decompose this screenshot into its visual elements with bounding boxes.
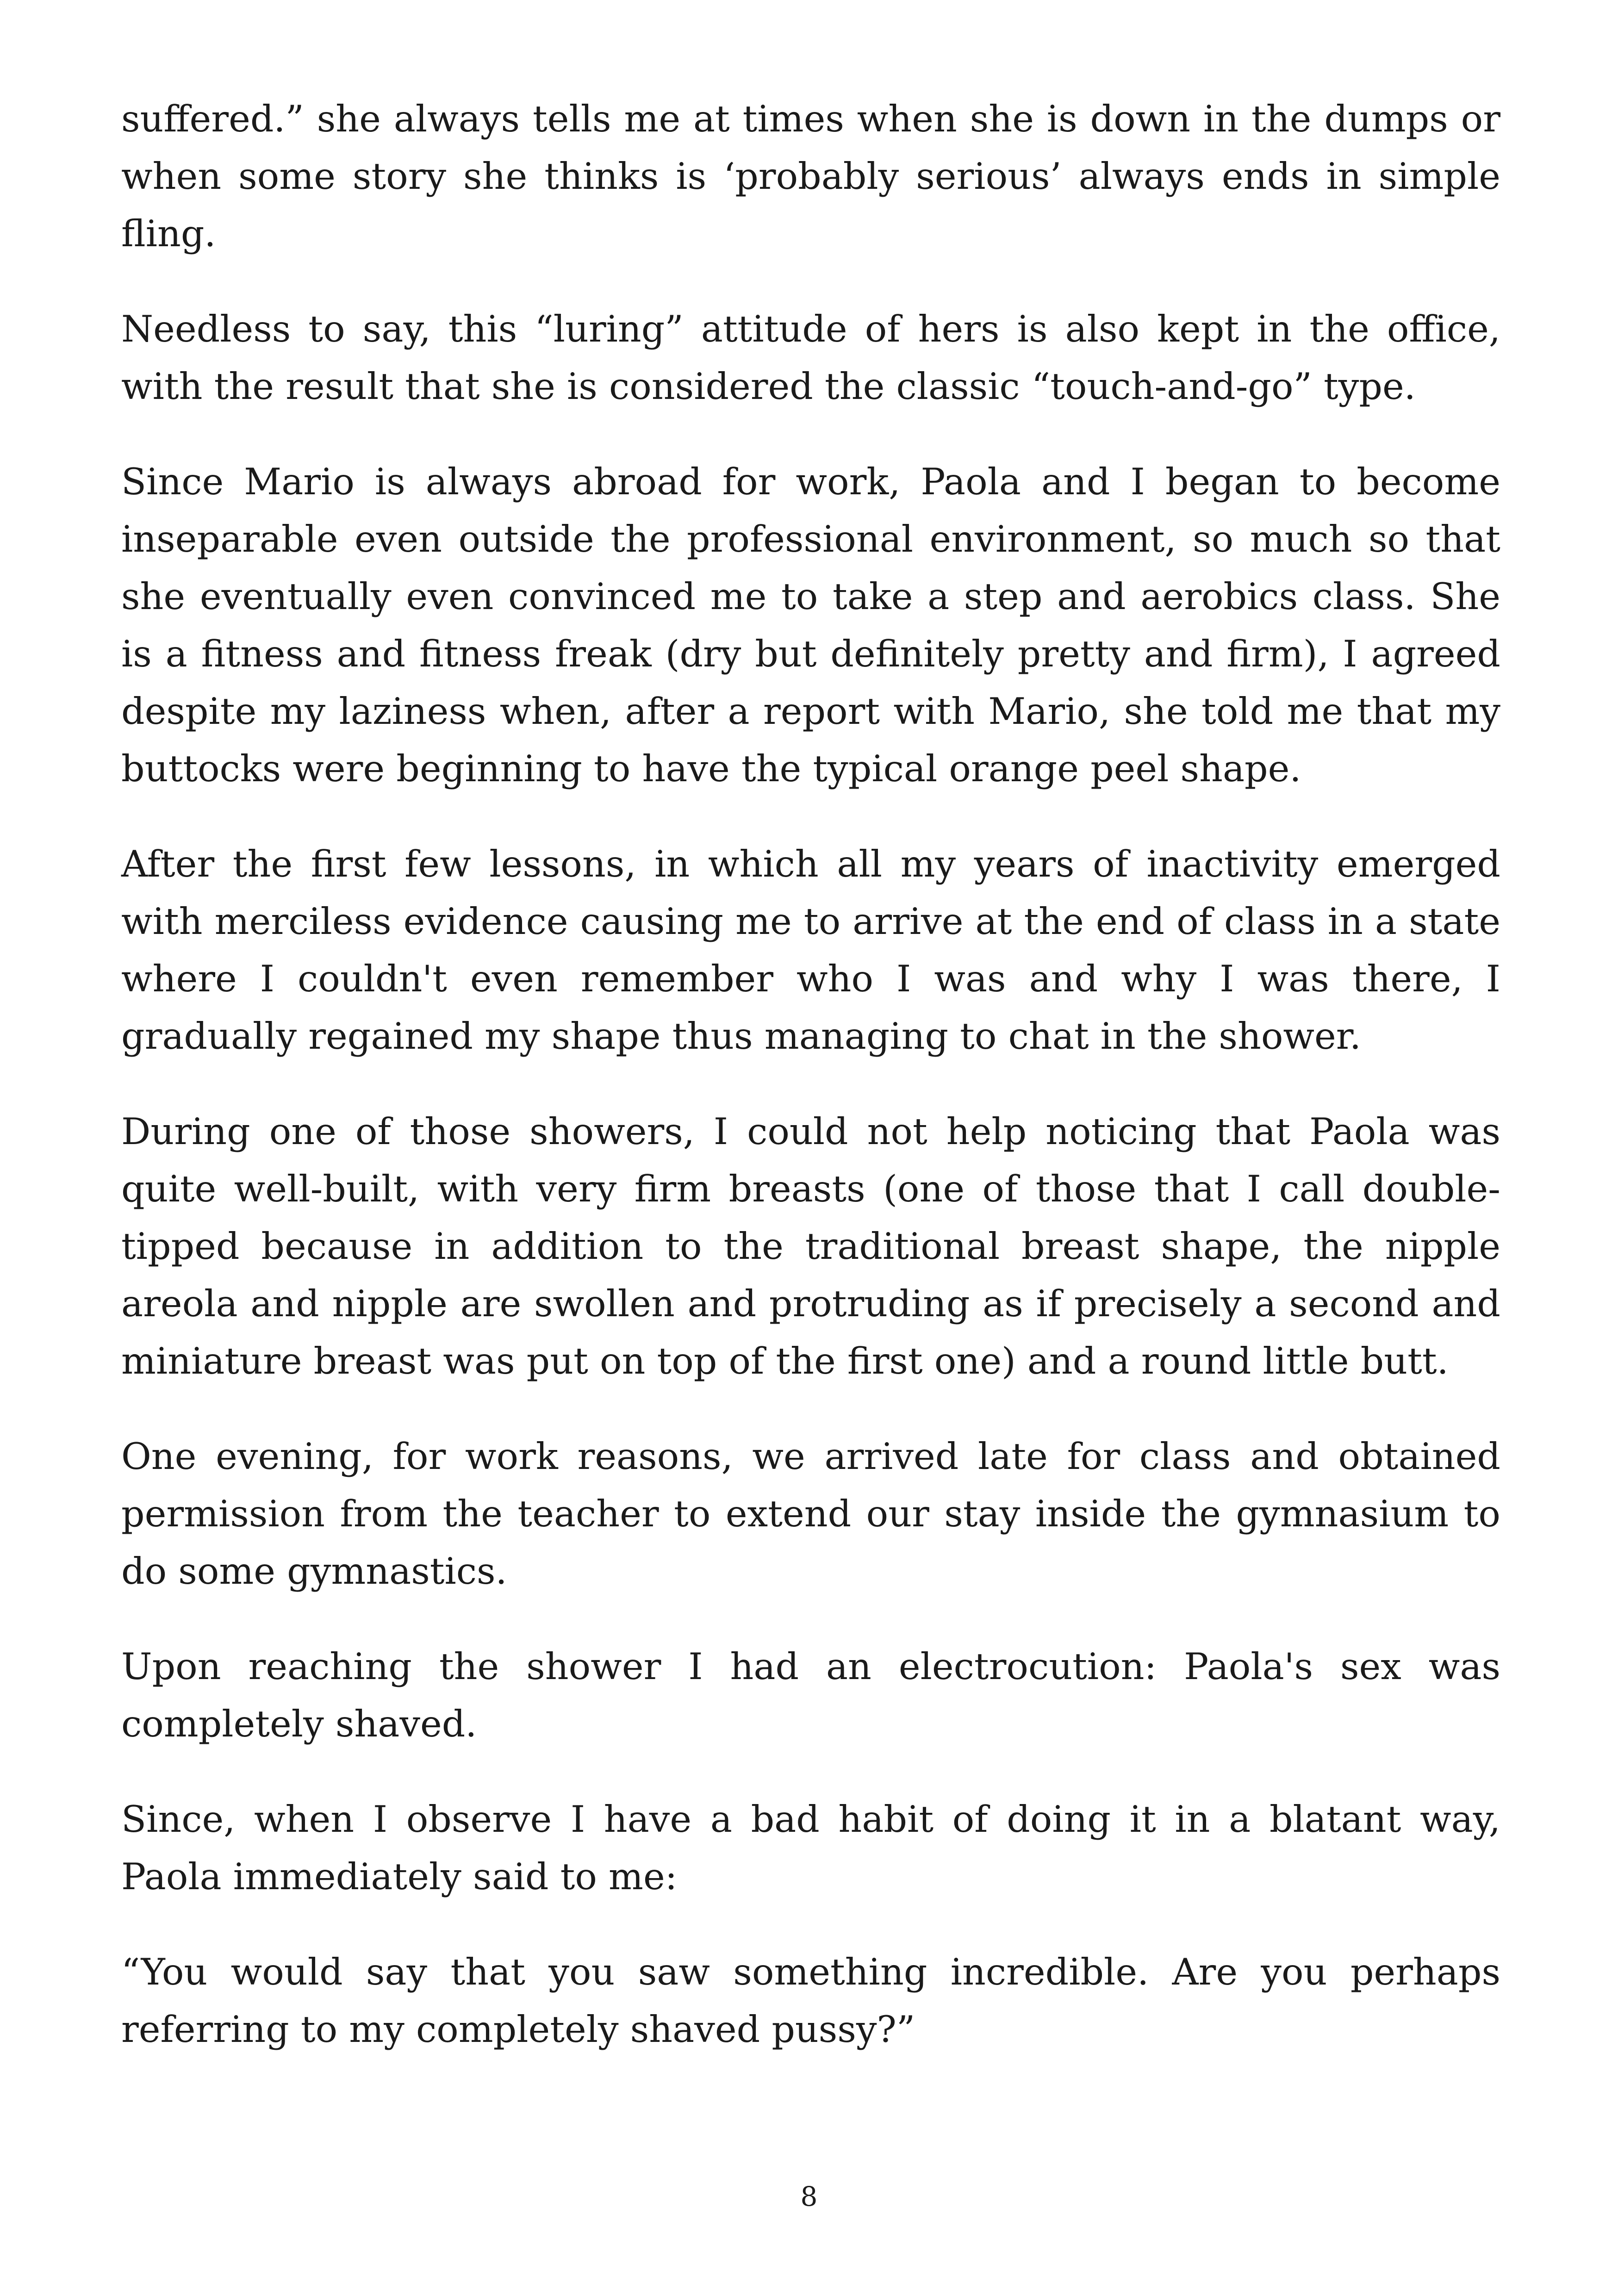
body-text bbox=[121, 90, 1500, 2096]
paragraph: Since Mario is always abroad for work, Paola and I began to become inseparable even outside the professional environment, so much so that she eventually even convinced me to take a step and aerobics class. She is a fitness and fitness freak (dry but definitely pretty and firm), I agreed despite my laziness when, after a report with Mario, she told me that my buttocks were beginning to have the typical orange peel shape. bbox=[121, 460, 1500, 790]
paragraph: Needless to say, this “luring” attitude of hers is also kept in the office, with the result that she is considered the classic “touch-and-go” type. bbox=[121, 308, 1500, 408]
paragraph: During one of those showers, I could not help noticing that Paola was quite well-built, with very firm breasts (one of those that I call double-tipped because in addition to the traditional breast shape, the nipple areola and nipple are swollen and protruding as if precisely a second and miniature breast was put on top of the first one) and a round little butt. bbox=[121, 1110, 1500, 1382]
paragraph: One evening, for work reasons, we arrived late for class and obtained permission from the teacher to extend our stay inside the gymnasium to do some gymnastics. bbox=[121, 1435, 1500, 1593]
paragraph: suffered.” she always tells me at times when she is down in the dumps or when some story she thinks is ‘probably serious’ always ends in simple fling. bbox=[121, 98, 1500, 255]
paragraph: Upon reaching the shower I had an electrocution: Paola's sex was completely shaved. bbox=[121, 1645, 1500, 1745]
page-number: 8 bbox=[800, 2181, 818, 2212]
paragraph: After the first few lessons, in which all my years of inactivity emerged with merciless evidence causing me to arrive at the end of class in a state where I couldn't even remember who I was and why I was there, I gradually regained my shape thus managing to chat in the shower. bbox=[121, 843, 1500, 1058]
paragraph: “You would say that you saw something incredible. Are you perhaps referring to my completely shaved pussy?” bbox=[121, 1951, 1500, 2051]
paragraph: Since, when I observe I have a bad habit of doing it in a blatant way, Paola immediately said to me: bbox=[121, 1798, 1500, 1898]
